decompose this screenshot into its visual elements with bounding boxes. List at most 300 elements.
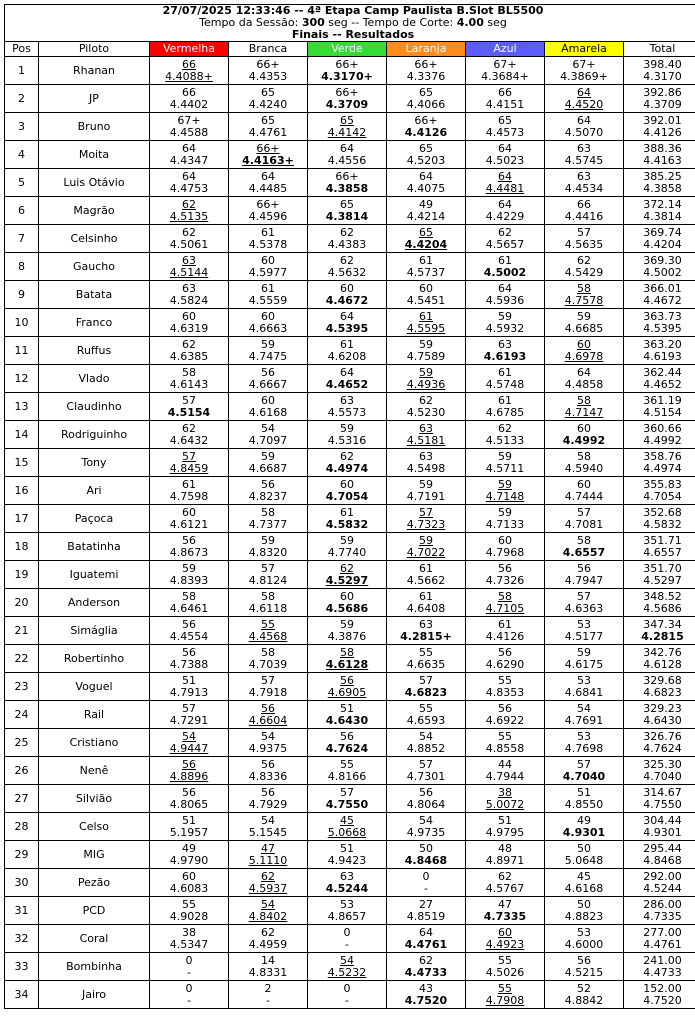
- lane-cell: [466, 841, 545, 869]
- lane-cell: [466, 85, 545, 113]
- table-row: [5, 337, 695, 365]
- table-row: [5, 841, 695, 869]
- total-cell: [624, 673, 695, 701]
- pos-cell: 10: [5, 309, 39, 337]
- pilot-cell: Paçoca: [39, 505, 150, 533]
- lane-cell: [229, 701, 308, 729]
- lane-laps: 56: [261, 477, 275, 491]
- lane-laps: 2: [264, 981, 272, 995]
- lane-best-time: 5.0648: [564, 853, 604, 867]
- pilot-cell: Rail: [39, 701, 150, 729]
- lane-cell: [308, 477, 387, 505]
- lane-cell: [308, 841, 387, 869]
- lane-cell: [229, 113, 308, 141]
- total-laps: 388.36: [643, 141, 682, 155]
- lane-cell: [308, 113, 387, 141]
- lane-laps: 60: [182, 505, 196, 519]
- total-best-time: 4.7624: [643, 741, 682, 755]
- results-table: [4, 4, 695, 1009]
- lane-best-time: 4.4126: [485, 629, 525, 643]
- lane-laps: 55: [498, 981, 512, 995]
- total-cell: [624, 729, 695, 757]
- pos-cell: 33: [5, 953, 39, 981]
- lane-cell: [308, 533, 387, 561]
- lane-laps: 63: [577, 169, 591, 183]
- lane-cell: [466, 589, 545, 617]
- lane-best-time: 4.5657: [485, 237, 525, 251]
- lane-laps: 54: [577, 701, 591, 715]
- lane-best-time: 4.5061: [169, 237, 209, 251]
- lane-best-time: 4.7191: [406, 489, 446, 503]
- lane-cell: [466, 897, 545, 925]
- lane-cell: [545, 617, 624, 645]
- total-cell: [624, 589, 695, 617]
- pilot-cell: Batatinha: [39, 533, 150, 561]
- lane-cell: [229, 505, 308, 533]
- lane-cell: [545, 645, 624, 673]
- lane-best-time: 4.5595: [406, 321, 446, 335]
- lane-best-time: 4.7918: [248, 685, 288, 699]
- lane-cell: [308, 953, 387, 981]
- lane-laps: 67+: [572, 57, 596, 71]
- lane-laps: 66: [577, 197, 591, 211]
- total-best-time: 4.8468: [643, 853, 682, 867]
- lane-laps: 65: [261, 113, 275, 127]
- lane-cell: [387, 421, 466, 449]
- lane-laps: 51: [340, 701, 354, 715]
- lane-cell: [308, 673, 387, 701]
- lane-cell: [387, 701, 466, 729]
- lane-laps: 65: [419, 225, 433, 239]
- lane-laps: 65: [261, 85, 275, 99]
- lane-cell: [150, 673, 229, 701]
- total-best-time: 4.4974: [643, 461, 682, 475]
- lane-laps: 55: [261, 617, 275, 631]
- lane-laps: 60: [261, 253, 275, 267]
- lane-cell: [308, 505, 387, 533]
- lane-cell: [466, 281, 545, 309]
- lane-cell: [387, 757, 466, 785]
- lane-cell: [387, 253, 466, 281]
- lane-laps: 60: [340, 281, 354, 295]
- lane-laps: 47: [498, 897, 512, 911]
- lane-laps: 63: [182, 281, 196, 295]
- total-laps: 355.83: [643, 477, 682, 491]
- lane-best-time: 4.6905: [327, 685, 367, 699]
- lane-laps: 60: [577, 337, 591, 351]
- lane-best-time: 4.6635: [406, 657, 446, 671]
- lane-cell: [545, 813, 624, 841]
- lane-laps: 63: [340, 393, 354, 407]
- lane-cell: [229, 225, 308, 253]
- lane-best-time: 4.5936: [485, 293, 525, 307]
- total-laps: 372.14: [643, 197, 682, 211]
- lane-cell: [387, 281, 466, 309]
- total-laps: 398.40: [643, 57, 682, 71]
- total-cell: [624, 841, 695, 869]
- lane-laps: 60: [577, 477, 591, 491]
- lane-cell: [150, 477, 229, 505]
- lane-best-time: 4.7105: [485, 601, 525, 615]
- lane-cell: [308, 57, 387, 85]
- total-laps: 363.73: [643, 309, 682, 323]
- lane-best-time: 4.4353: [248, 69, 288, 83]
- lane-cell: [150, 757, 229, 785]
- table-row: [5, 701, 695, 729]
- lane-laps: 38: [182, 925, 196, 939]
- lane-laps: 62: [498, 869, 512, 883]
- total-laps: 366.01: [643, 281, 682, 295]
- lane-laps: 60: [340, 589, 354, 603]
- lane-cell: [387, 169, 466, 197]
- total-best-time: 4.4672: [643, 293, 682, 307]
- lane-best-time: 4.4088+: [165, 69, 213, 83]
- lane-laps: 58: [261, 645, 275, 659]
- lane-laps: 57: [419, 757, 433, 771]
- table-row: [5, 309, 695, 337]
- total-laps: 369.30: [643, 253, 682, 267]
- lane-cell: [466, 225, 545, 253]
- lane-best-time: 4.4485: [248, 181, 288, 195]
- lane-laps: 62: [340, 561, 354, 575]
- pos-cell: 34: [5, 981, 39, 1009]
- lane-cell: [150, 533, 229, 561]
- total-best-time: 4.4204: [643, 237, 682, 251]
- lane-cell: [229, 785, 308, 813]
- lane-laps: 61: [419, 561, 433, 575]
- pos-cell: 9: [5, 281, 39, 309]
- pos-cell: 15: [5, 449, 39, 477]
- table-row: [5, 421, 695, 449]
- lane-cell: [150, 953, 229, 981]
- lane-laps: 56: [261, 757, 275, 771]
- lane-cell: [308, 253, 387, 281]
- lane-cell: [229, 337, 308, 365]
- total-best-time: 4.3858: [643, 181, 682, 195]
- lane-laps: 62: [498, 225, 512, 239]
- lane-cell: [150, 85, 229, 113]
- lane-laps: 66+: [414, 113, 438, 127]
- pilot-cell: Iguatemi: [39, 561, 150, 589]
- lane-cell: [308, 981, 387, 1009]
- pilot-cell: Tony: [39, 449, 150, 477]
- lane-laps: 55: [419, 645, 433, 659]
- table-row: [5, 757, 695, 785]
- pilot-cell: Ari: [39, 477, 150, 505]
- lane-best-time: 4.6432: [169, 433, 209, 447]
- lane-cell: [229, 449, 308, 477]
- pos-cell: 21: [5, 617, 39, 645]
- pilot-cell: Magrão: [39, 197, 150, 225]
- lane-cell: [466, 449, 545, 477]
- total-laps: 351.70: [643, 561, 682, 575]
- lane-cell: [229, 85, 308, 113]
- pos-cell: 25: [5, 729, 39, 757]
- lane-best-time: 5.0072: [485, 797, 525, 811]
- lane-cell: [545, 505, 624, 533]
- lane-cell: [387, 113, 466, 141]
- total-cell: [624, 141, 695, 169]
- lane-laps: 56: [261, 365, 275, 379]
- lane-best-time: 4.7335: [483, 909, 527, 923]
- lane-best-time: 4.4214: [406, 209, 446, 223]
- lane-laps: 62: [419, 953, 433, 967]
- total-cell: [624, 57, 695, 85]
- pilot-cell: Franco: [39, 309, 150, 337]
- lane-best-time: 4.5395: [325, 321, 369, 335]
- lane-cell: [545, 981, 624, 1009]
- lane-best-time: 4.4753: [169, 181, 209, 195]
- total-best-time: 4.5832: [643, 517, 682, 531]
- pos-cell: 22: [5, 645, 39, 673]
- lane-laps: 57: [577, 589, 591, 603]
- lane-best-time: 4.8842: [564, 993, 604, 1007]
- lane-best-time: 4.5230: [406, 405, 446, 419]
- lane-cell: [466, 813, 545, 841]
- pos-cell: 14: [5, 421, 39, 449]
- lane-best-time: 4.5686: [325, 601, 369, 615]
- lane-best-time: 5.1110: [248, 853, 288, 867]
- lane-laps: 62: [340, 225, 354, 239]
- pilot-cell: Gaucho: [39, 253, 150, 281]
- lane-best-time: 4.4520: [564, 97, 604, 111]
- lane-cell: [308, 365, 387, 393]
- lane-laps: 56: [498, 701, 512, 715]
- lane-best-time: 4.6604: [248, 713, 288, 727]
- lane-cell: [466, 253, 545, 281]
- lane-laps: 51: [340, 841, 354, 855]
- lane-laps: 47: [261, 841, 275, 855]
- lane-best-time: 4.5635: [564, 237, 604, 251]
- lane-laps: 64: [498, 169, 512, 183]
- lane-cell: [308, 869, 387, 897]
- total-cell: [624, 253, 695, 281]
- lane-laps: 51: [577, 785, 591, 799]
- lane-best-time: 4.5154: [167, 405, 211, 419]
- lane-laps: 48: [498, 841, 512, 855]
- lane-laps: 61: [498, 393, 512, 407]
- pilot-cell: Robertinho: [39, 645, 150, 673]
- lane-cell: [466, 953, 545, 981]
- lane-cell: [150, 701, 229, 729]
- lane-laps: 65: [419, 85, 433, 99]
- lane-laps: 49: [577, 813, 591, 827]
- lane-cell: [466, 169, 545, 197]
- lane-laps: 64: [577, 113, 591, 127]
- pos-cell: 11: [5, 337, 39, 365]
- lane-cell: [229, 953, 308, 981]
- lane-best-time: 4.6593: [406, 713, 446, 727]
- lane-best-time: 4.6667: [248, 377, 288, 391]
- report-header: [5, 5, 695, 42]
- lane-cell: [150, 729, 229, 757]
- total-laps: 347.34: [643, 617, 682, 631]
- pilot-cell: Rodriguinho: [39, 421, 150, 449]
- lane-best-time: 4.5711: [485, 461, 525, 475]
- lane-laps: 57: [577, 505, 591, 519]
- total-laps: 241.00: [643, 953, 682, 967]
- lane-best-time: 4.6175: [564, 657, 604, 671]
- total-cell: [624, 113, 695, 141]
- lane-cell: [229, 589, 308, 617]
- total-best-time: 4.7335: [643, 909, 682, 923]
- lane-best-time: 4.5181: [406, 433, 446, 447]
- pilot-cell: PCD: [39, 897, 150, 925]
- lane-cell: [229, 813, 308, 841]
- lane-best-time: 4.4858: [564, 377, 604, 391]
- table-row: [5, 477, 695, 505]
- lane-best-time: 4.9795: [485, 825, 525, 839]
- lane-best-time: 4.5026: [485, 965, 525, 979]
- lane-cell: [308, 589, 387, 617]
- lane-best-time: 4.7081: [564, 517, 604, 531]
- pos-cell: 6: [5, 197, 39, 225]
- lane-laps: 57: [182, 393, 196, 407]
- lane-laps: 61: [340, 337, 354, 351]
- lane-best-time: 4.5244: [325, 881, 369, 895]
- lane-laps: 62: [340, 449, 354, 463]
- lane-cell: [387, 225, 466, 253]
- total-cell: [624, 281, 695, 309]
- lane-cell: [466, 421, 545, 449]
- lane-cell: [308, 645, 387, 673]
- lane-cell: [150, 309, 229, 337]
- lane-laps: 54: [182, 729, 196, 743]
- total-best-time: 4.4733: [643, 965, 682, 979]
- lane-laps: 64: [577, 85, 591, 99]
- table-row: [5, 925, 695, 953]
- lane-laps: 58: [261, 505, 275, 519]
- total-cell: [624, 785, 695, 813]
- table-row: [5, 533, 695, 561]
- lane-best-time: 4.8459: [169, 461, 209, 475]
- lane-laps: 66+: [414, 57, 438, 71]
- pilot-cell: Nenê: [39, 757, 150, 785]
- lane-best-time: 4.5737: [406, 265, 446, 279]
- lane-laps: 61: [419, 589, 433, 603]
- pos-cell: 18: [5, 533, 39, 561]
- pos-cell: 17: [5, 505, 39, 533]
- lane-laps: 0: [343, 925, 351, 939]
- pos-cell: 27: [5, 785, 39, 813]
- lane-laps: 56: [261, 785, 275, 799]
- lane-laps: 61: [261, 225, 275, 239]
- lane-cell: [229, 841, 308, 869]
- pos-cell: 3: [5, 113, 39, 141]
- lane-best-time: 4.6193: [483, 349, 527, 363]
- lane-cell: [150, 785, 229, 813]
- lane-laps: 27: [419, 897, 433, 911]
- lane-laps: 56: [182, 785, 196, 799]
- lane-best-time: 4.3376: [406, 69, 446, 83]
- lane-best-time: 4.6685: [564, 321, 604, 335]
- lane-laps: 59: [340, 617, 354, 631]
- lane-cell: [545, 309, 624, 337]
- lane-cell: [229, 981, 308, 1009]
- lane-best-time: 4.8336: [248, 769, 288, 783]
- lane-best-time: 4.8331: [248, 965, 288, 979]
- lane-best-time: 4.6121: [169, 517, 209, 531]
- lane-laps: 57: [419, 673, 433, 687]
- lane-best-time: 4.6000: [564, 937, 604, 951]
- lane-best-time: 4.7520: [404, 993, 448, 1007]
- lane-cell: [308, 169, 387, 197]
- lane-best-time: -: [345, 993, 349, 1007]
- pos-cell: 26: [5, 757, 39, 785]
- lane-best-time: 4.5559: [248, 293, 288, 307]
- lane-cell: [466, 505, 545, 533]
- lane-cell: [387, 953, 466, 981]
- lane-best-time: -: [266, 993, 270, 1007]
- lane-best-time: 4.4240: [248, 97, 288, 111]
- lane-laps: 56: [261, 701, 275, 715]
- lane-laps: 65: [340, 113, 354, 127]
- lane-best-time: 4.8393: [169, 573, 209, 587]
- col-lane-laranja: Laranja: [387, 42, 466, 57]
- total-cell: [624, 869, 695, 897]
- lane-best-time: 4.8550: [564, 797, 604, 811]
- lane-best-time: 4.5745: [564, 153, 604, 167]
- lane-best-time: 4.3814: [325, 209, 369, 223]
- lane-laps: 38: [498, 785, 512, 799]
- lane-best-time: 4.7550: [325, 797, 369, 811]
- lane-best-time: 4.4936: [406, 377, 446, 391]
- lane-best-time: 4.6363: [564, 601, 604, 615]
- lane-best-time: 4.4347: [169, 153, 209, 167]
- lane-best-time: 4.5832: [325, 517, 369, 531]
- lane-laps: 0: [185, 953, 193, 967]
- total-cell: [624, 421, 695, 449]
- total-cell: [624, 617, 695, 645]
- total-cell: [624, 85, 695, 113]
- lane-laps: 54: [419, 813, 433, 827]
- lane-cell: [387, 365, 466, 393]
- lane-best-time: 4.6430: [325, 713, 369, 727]
- lane-laps: 64: [340, 141, 354, 155]
- pilot-cell: Anderson: [39, 589, 150, 617]
- lane-cell: [150, 925, 229, 953]
- lane-laps: 51: [498, 813, 512, 827]
- lane-laps: 64: [340, 365, 354, 379]
- lane-cell: [545, 85, 624, 113]
- lane-best-time: 4.6208: [327, 349, 367, 363]
- lane-best-time: 5.1545: [248, 825, 288, 839]
- lane-cell: [387, 897, 466, 925]
- pilot-cell: Batata: [39, 281, 150, 309]
- lane-best-time: 4.7947: [564, 573, 604, 587]
- lane-best-time: 4.4126: [404, 125, 448, 139]
- lane-laps: 56: [340, 673, 354, 687]
- lane-cell: [229, 869, 308, 897]
- lane-cell: [308, 561, 387, 589]
- lane-cell: [387, 981, 466, 1009]
- table-row: [5, 169, 695, 197]
- report-title: 27/07/2025 12:33:46 -- 4ª Etapa Camp Paulista B.Slot BL5500: [162, 4, 544, 17]
- lane-cell: [387, 141, 466, 169]
- table-row: [5, 393, 695, 421]
- lane-cell: [150, 365, 229, 393]
- lane-cell: [545, 589, 624, 617]
- lane-laps: 54: [261, 897, 275, 911]
- cut-time-label: seg -- Tempo de Corte:: [324, 16, 457, 29]
- lane-best-time: 4.6128: [325, 657, 369, 671]
- lane-cell: [229, 281, 308, 309]
- lane-laps: 56: [498, 561, 512, 575]
- lane-best-time: 4.5748: [485, 377, 525, 391]
- lane-cell: [466, 393, 545, 421]
- lane-laps: 67+: [177, 113, 201, 127]
- lane-laps: 0: [185, 981, 193, 995]
